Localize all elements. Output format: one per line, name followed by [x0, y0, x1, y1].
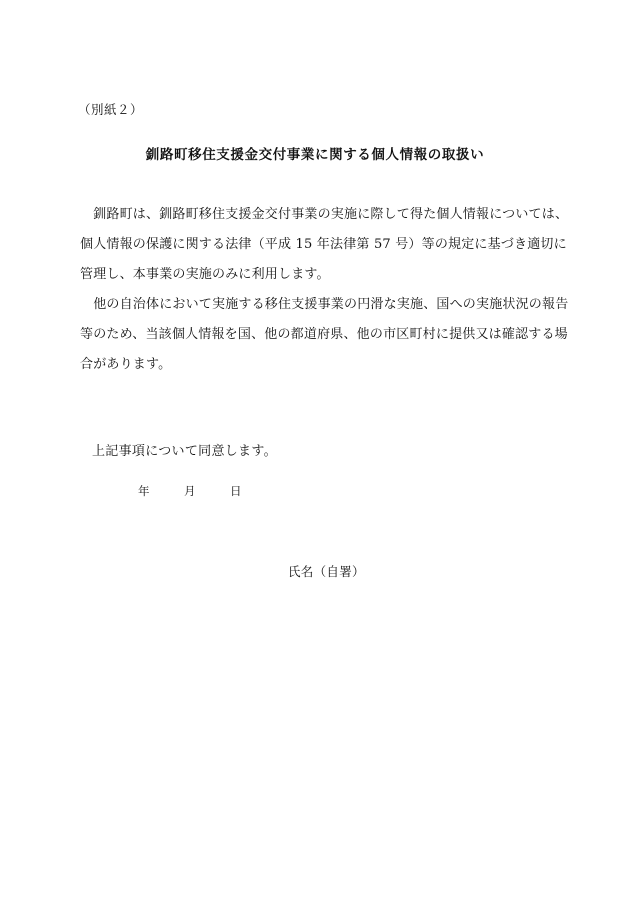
body-line: 合があります。 [80, 357, 172, 372]
body-line: 個人情報の保護に関する法律（平成 15 年法律第 57 号）等の規定に基づき適切に [80, 237, 567, 252]
body-line: 等のため、当該個人情報を国、他の都道府県、他の市区町村に提供又は確認する場 [80, 327, 568, 342]
body-text [80, 204, 572, 384]
consent-statement: 上記事項について同意します。 [92, 444, 277, 459]
body-line: 釧路町は、釧路町移住支援金交付事業の実施に際して得た個人情報については、 [80, 207, 569, 222]
date-year-label: 年 [138, 484, 150, 498]
body-line: 管理し、本事業の実施のみに利用します。 [80, 267, 330, 282]
annex-label: （別紙２） [78, 102, 144, 117]
date-month-label: 月 [184, 484, 196, 498]
signature-label: 氏名（自署） [288, 564, 365, 579]
document-title: 釧路町移住支援金交付事業に関する個人情報の取扱い [145, 147, 485, 163]
body-line: 他の自治体において実施する移住支援事業の円滑な実施、国への実施状況の報告 [80, 297, 569, 312]
date-day-label: 日 [230, 484, 242, 498]
